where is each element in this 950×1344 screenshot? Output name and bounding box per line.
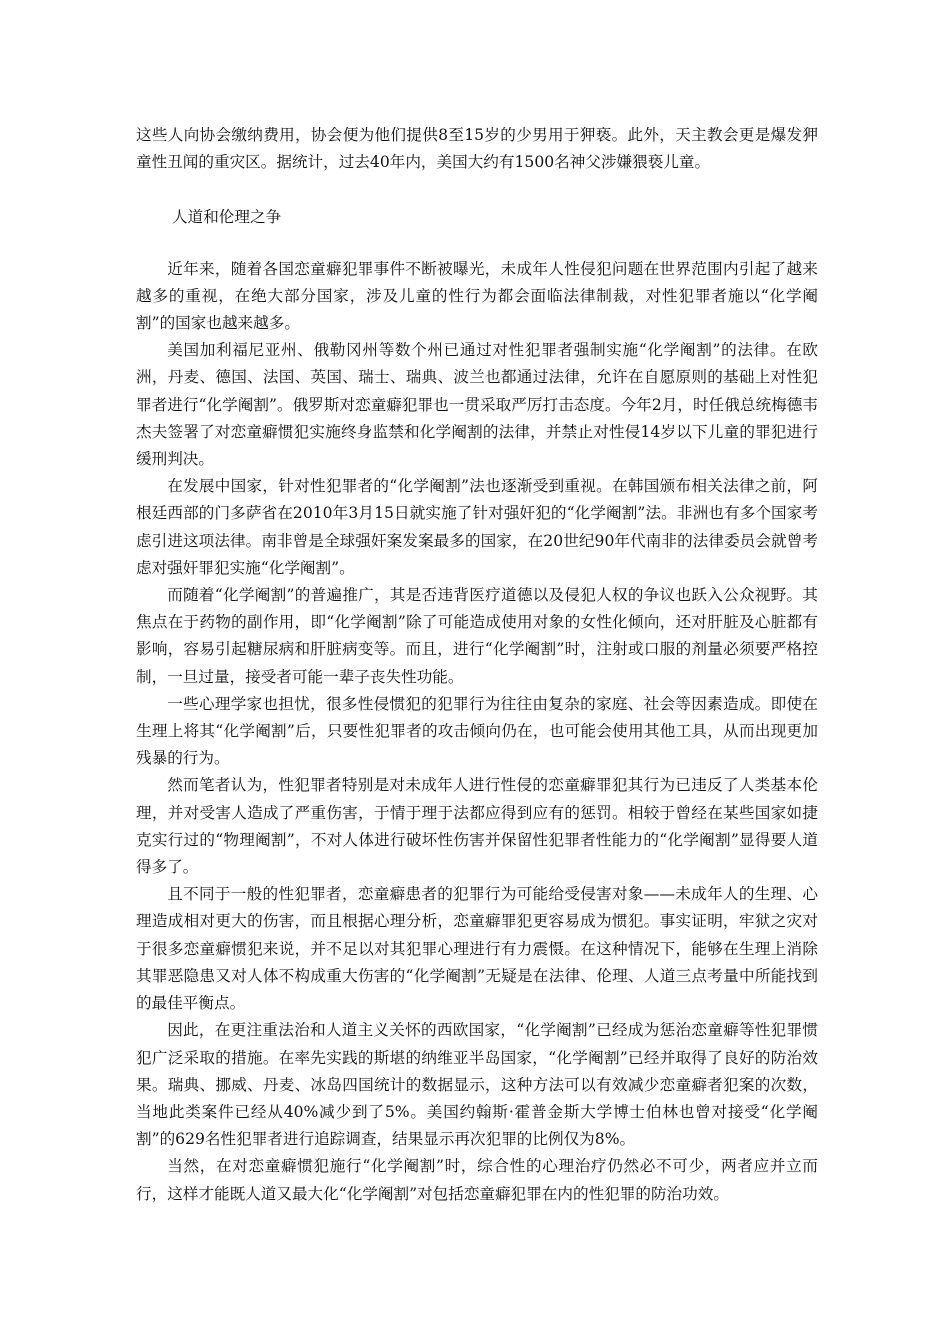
document-page xyxy=(136,122,818,1208)
paragraph-6: 然而笔者认为，性犯罪者特别是对未成年人进行性侵的恋童癖罪犯其行为已违反了人类基本伦理，并对受害人造成了严重伤害，于情于理于法都应得到应有的惩罚。相较于曾经在某些国家如捷克实行过的“物理阉割”，不对人体进行破坏性伤害并保留性犯罪者性能力的“化学阉割”显得要人道得多了。 xyxy=(136,776,818,877)
section-heading: 人道和伦理之争 xyxy=(172,208,282,227)
paragraph-7: 且不同于一般的性犯罪者，恋童癖患者的犯罪行为可能给受侵害对象——未成年人的生理、心理造成相对更大的伤害，而且根据心理分析，恋童癖罪犯更容易成为惯犯。事实证明，牢狱之灾对于很多恋童癖惯犯来说，并不足以对其犯罪心理进行有力震慑。在这种情况下，能够在生理上消除其罪恶隐患又对人体不构成重大伤害的“化学阉割”无疑是在法律、伦理、人道三点考量中所能找到的最佳平衡点。 xyxy=(136,885,818,1013)
paragraph-8: 因此，在更注重法治和人道主义关怀的西欧国家，“化学阉割”已经成为惩治恋童癖等性犯罪惯犯广泛采取的措施。在率先实践的斯堪的纳维亚半岛国家，“化学阉割”已经并取得了良好的防治效果。瑞典、挪威、丹麦、冰岛四国统计的数据显示，这种方法可以有效减少恋童癖者犯案的次数，当地此类案件已经从40%减少到了5%。美国约翰斯·霍普金斯大学博士伯林也曾对接受“化学阉割”的629名性犯罪者进行追踪调查，结果显示再次犯罪的比例仅为8%。 xyxy=(136,1021,818,1149)
paragraph-5: 一些心理学家也担忧，很多性侵惯犯的犯罪行为往往由复杂的家庭、社会等因素造成。即使在生理上将其“化学阉割”后，只要性犯罪者的攻击倾向仍在，也可能会使用其他工具，从而出现更加残暴的行为。 xyxy=(136,694,818,768)
paragraph-4: 而随着“化学阉割”的普遍推广，其是否违背医疗道德以及侵犯人权的争议也跃入公众视野。其焦点在于药物的副作用，即“化学阉割”除了可能造成使用对象的女性化倾向，还对肝脏及心脏都有影响，容易引起糖尿病和肝脏病变等。而且，进行“化学阉割”时，注射或口服的剂量必须要严格控制，一旦过量，接受者可能一辈子丧失性功能。 xyxy=(136,586,818,686)
paragraph-2: 美国加利福尼亚州、俄勒冈州等数个州已通过对性犯罪者强制实施“化学阉割”的法律。在欧洲，丹麦、德国、法国、英国、瑞士、瑞典、波兰也都通过法律，允许在自愿原则的基础上对性犯罪者进行“化学阉割”。俄罗斯对恋童癖犯罪也一贯采取严厉打击态度。今年2月，时任俄总统梅德韦杰夫签署了对恋童癖惯犯实施终身监禁和化学阉割的法律，并禁止对性侵14岁以下儿童的罪犯进行缓刑判决。 xyxy=(136,341,818,469)
paragraph-1: 近年来，随着各国恋童癖犯罪事件不断被曝光，未成年人性侵犯问题在世界范围内引起了越来越多的重视，在绝大部分国家，涉及儿童的性行为都会面临法律制裁，对性犯罪者施以“化学阉割”的国家也越来越多。 xyxy=(136,259,818,333)
paragraph-9: 当然，在对恋童癖惯犯施行“化学阉割”时，综合性的心理治疗仍然必不可少，两者应并立而行，这样才能既人道又最大化“化学阉割”对包括恋童癖犯罪在内的性犯罪的防治功效。 xyxy=(136,1157,818,1203)
paragraph-intro: 这些人向协会缴纳费用，协会便为他们提供8至15岁的少男用于狎亵。此外，天主教会更是爆发狎童性丑闻的重灾区。据统计，过去40年内，美国大约有1500名神父涉嫌猥亵儿童。 xyxy=(136,126,818,172)
paragraph-3: 在发展中国家，针对性犯罪者的“化学阉割”法也逐渐受到重视。在韩国颁布相关法律之前，阿根廷西部的门多萨省在2010年3月15日就实施了针对强奸犯的“化学阉割”法。非洲也有多个国家考虑引进这项法律。南非曾是全球强奸案发案最多的国家，在20世纪90年代南非的法律委员会就曾考虑对强奸罪犯实施“化学阉割”。 xyxy=(136,477,818,577)
